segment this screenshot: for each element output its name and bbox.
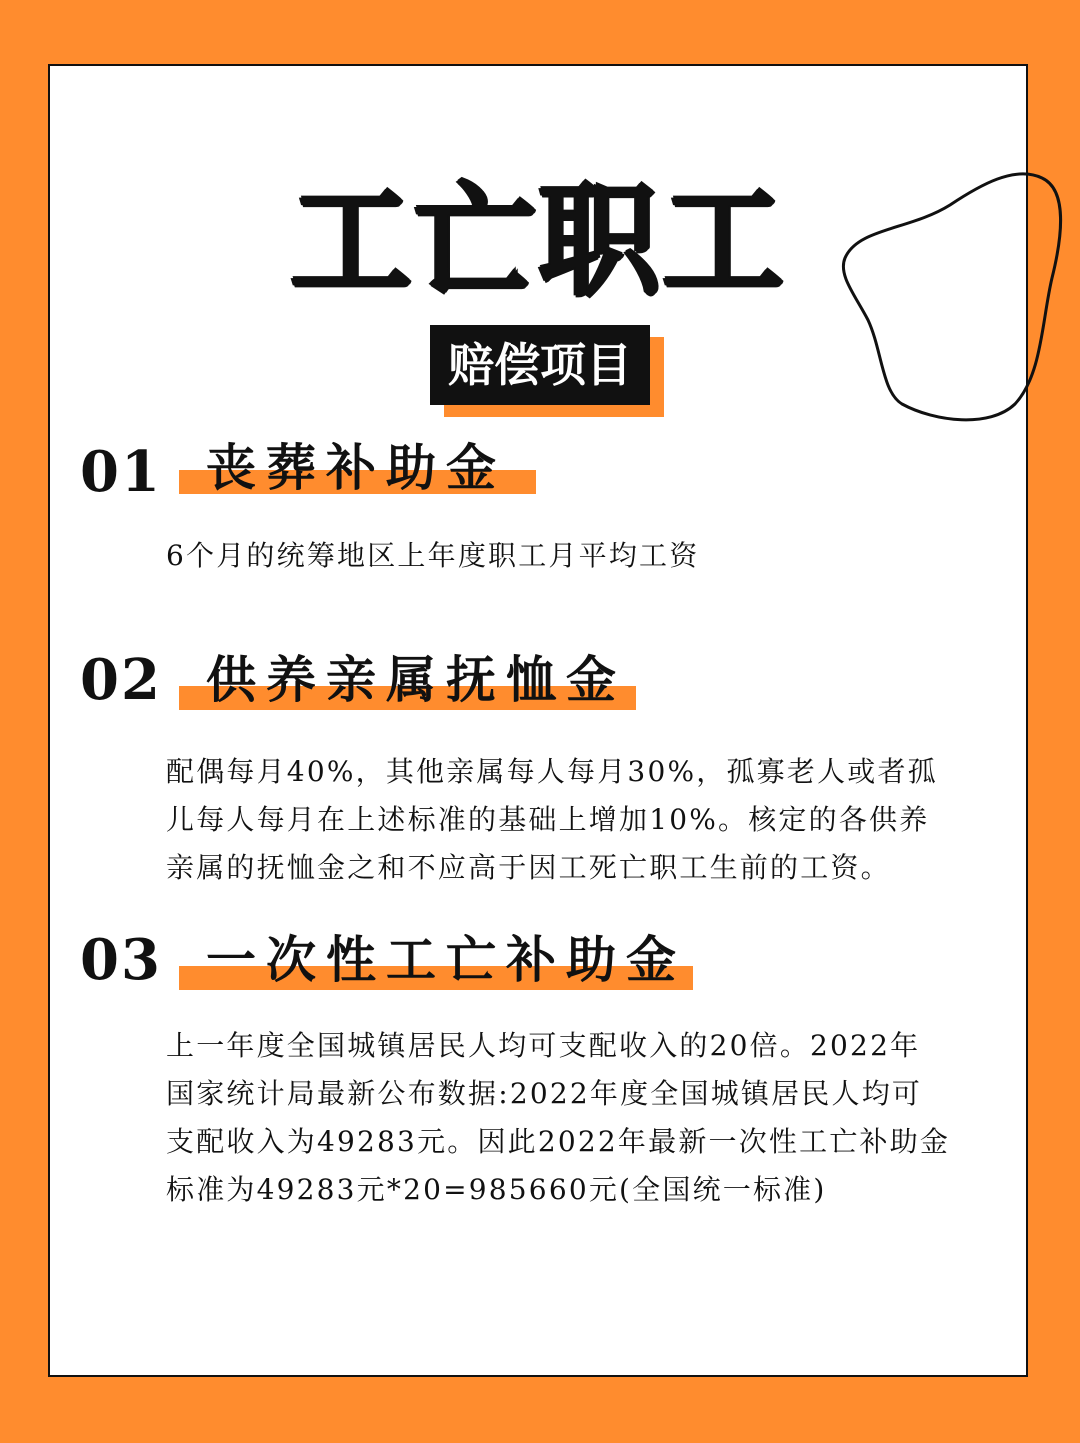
section-body-line: 上一年度全国城镇居民人均可支配收入的20倍。2022年: [166, 1029, 921, 1062]
section-body-line: 标准为49283元*20=985660元(全国统一标准): [166, 1173, 827, 1206]
section-title-02: 供养亲属抚恤金: [206, 650, 626, 709]
section-body-line: 国家统计局最新公布数据:2022年度全国城镇居民人均可: [166, 1077, 923, 1110]
section-body-line: 亲属的抚恤金之和不应高于因工死亡职工生前的工资。: [166, 851, 891, 884]
section-number-01: 01: [80, 439, 162, 505]
section-body-line: 支配收入为49283元。因此2022年最新一次性工亡补助金: [166, 1125, 951, 1158]
section-body-line: 儿每人每月在上述标准的基础上增加10%。核定的各供养: [166, 803, 930, 836]
section-title-01: 丧葬补助金: [206, 438, 506, 497]
section-body-02: [166, 748, 966, 892]
section-number-03: 03: [80, 927, 162, 993]
section-body-line: 6个月的统筹地区上年度职工月平均工资: [166, 539, 700, 572]
section-title-03: 一次性工亡补助金: [206, 930, 686, 989]
main-title: 工亡职工: [290, 171, 786, 313]
section-body-03: [166, 1022, 966, 1214]
decorative-blob-shape: [830, 160, 1080, 440]
subtitle-label: 赔偿项目: [430, 325, 650, 405]
section-body-line: 配偶每月40%，其他亲属每人每月30%，孤寡老人或者孤: [166, 755, 938, 788]
section-number-02: 02: [80, 647, 162, 713]
subtitle-badge: [430, 325, 664, 417]
section-body-01: [166, 532, 966, 580]
